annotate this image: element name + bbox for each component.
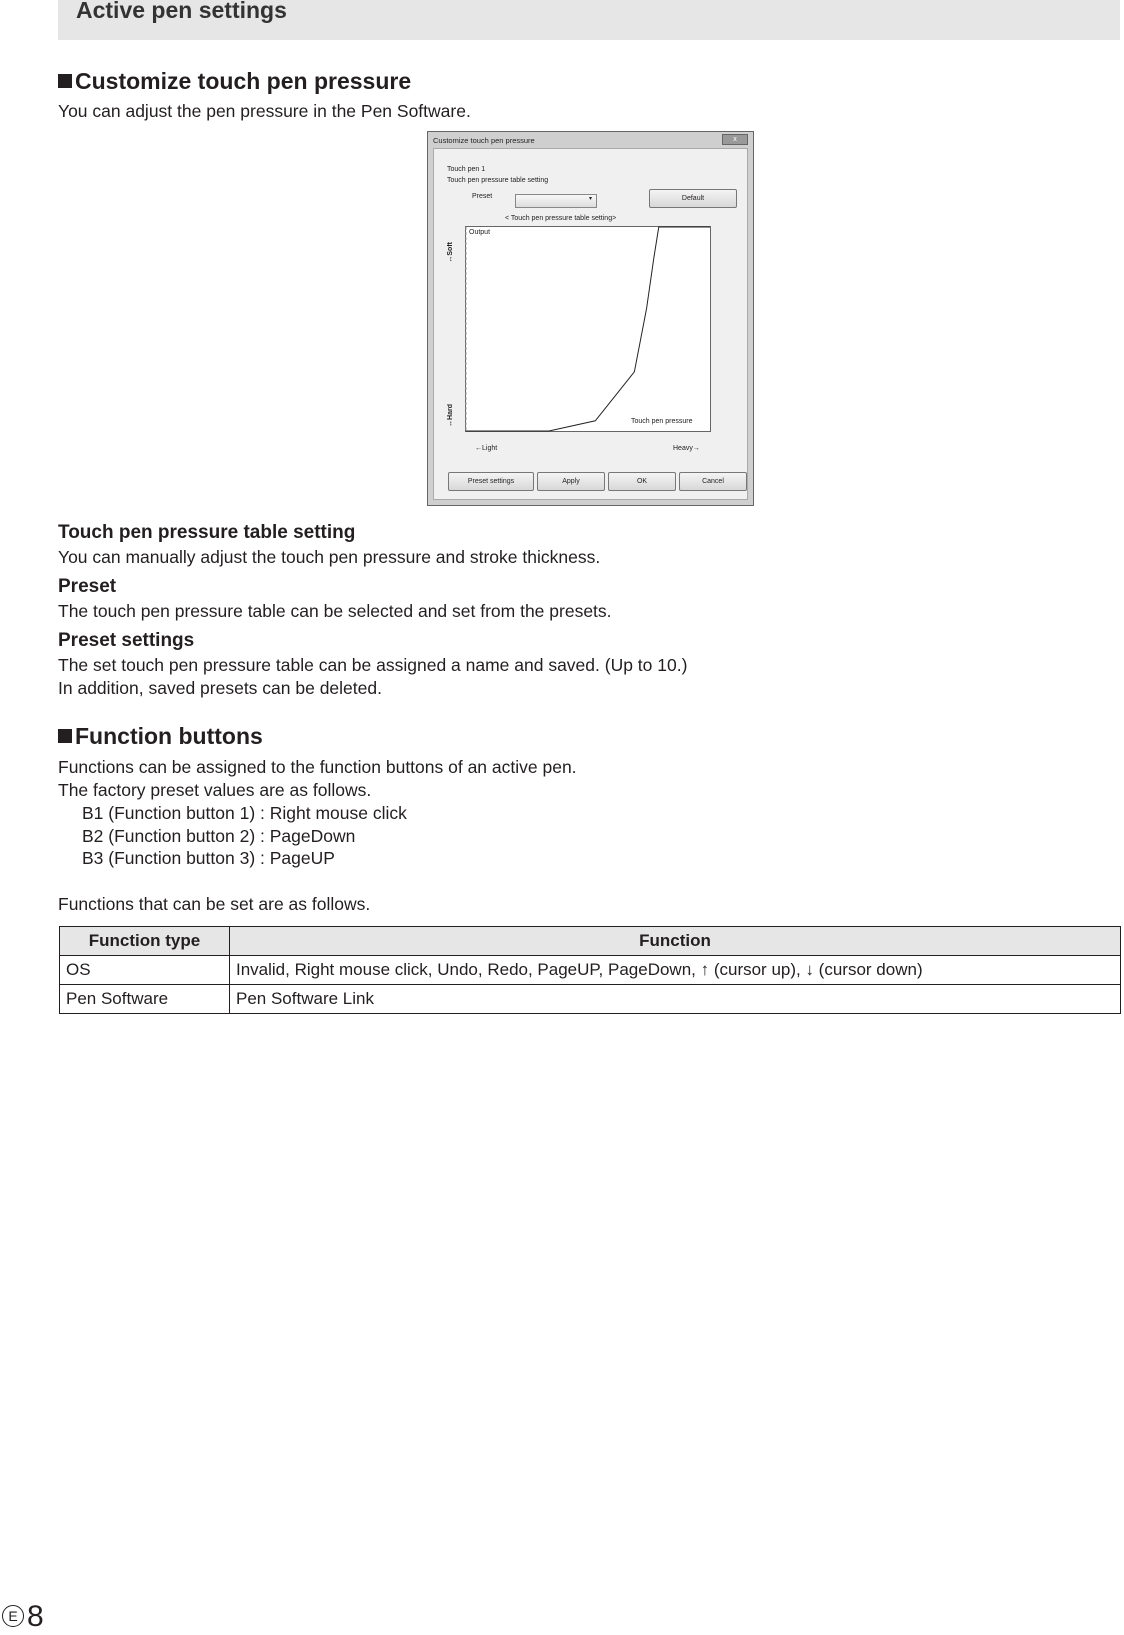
output-label: Output: [469, 229, 491, 236]
ok-button[interactable]: OK: [608, 472, 676, 491]
table-cell: Pen Software Link: [230, 985, 1121, 1014]
heading-function-buttons: [58, 723, 263, 750]
desc-text: The touch pen pressure table can be selected and set from the presets.: [58, 601, 612, 621]
column-header: Function type: [60, 927, 230, 956]
preset-settings-button[interactable]: Preset settings: [448, 472, 534, 491]
pen-label: Touch pen 1: [447, 166, 486, 173]
intro-text: You can adjust the pen pressure in the Pen Software.: [58, 101, 471, 121]
desc-text: In addition, saved presets can be deleted.: [58, 678, 382, 698]
default-button[interactable]: Default: [649, 189, 737, 208]
heading-text: Function buttons: [75, 723, 263, 749]
page-footer: [2, 1600, 44, 1634]
table-row: [60, 956, 1121, 985]
close-button[interactable]: x: [722, 134, 748, 145]
table-cell: Invalid, Right mouse click, Undo, Redo, PageUP, PageDown, ↑ (cursor up), ↓ (cursor down): [230, 956, 1121, 985]
cancel-button[interactable]: Cancel: [679, 472, 747, 491]
function-table: [59, 926, 1121, 1014]
desc-text: The set touch pen pressure table can be assigned a name and saved. (Up to 10.): [58, 655, 688, 675]
preset-label: Preset: [472, 193, 493, 200]
chevron-down-icon: ▾: [588, 196, 592, 202]
default-item: B2 (Function button 2) : PageDown: [82, 826, 356, 846]
desc-title: Preset: [58, 576, 117, 597]
apply-button[interactable]: Apply: [537, 472, 605, 491]
column-header: Function: [230, 927, 1121, 956]
desc-title: Touch pen pressure table setting: [58, 522, 356, 543]
light-label: ←Light: [475, 445, 498, 452]
default-item: B1 (Function button 1) : Right mouse click: [82, 803, 407, 823]
table-row: [60, 985, 1121, 1014]
preset-dropdown[interactable]: [515, 194, 597, 208]
body-text: The factory preset values are as follows.: [58, 780, 372, 800]
default-item: B3 (Function button 3) : PageUP: [82, 848, 335, 868]
table-cell: OS: [60, 956, 230, 985]
pressure-graph[interactable]: [465, 226, 711, 432]
square-bullet-icon: [58, 729, 72, 743]
language-badge: E: [2, 1605, 24, 1627]
page-number: 8: [27, 1600, 44, 1633]
group-label: Touch pen pressure table setting: [447, 177, 549, 184]
body-text: Functions that can be set are as follows.: [58, 894, 371, 914]
graph-title: < Touch pen pressure table setting>: [505, 215, 617, 222]
table-header-row: [60, 927, 1121, 956]
soft-label: ↔Soft: [447, 242, 454, 263]
hard-label: ↔Hard: [447, 404, 454, 427]
body-text: Functions can be assigned to the function buttons of an active pen.: [58, 757, 577, 777]
heavy-label: Heavy→: [673, 445, 700, 452]
heading-customize: [58, 68, 411, 95]
x-axis-label: Touch pen pressure: [631, 418, 693, 425]
desc-title: Preset settings: [58, 630, 195, 651]
section-header: [58, 0, 1120, 40]
table-cell: Pen Software: [60, 985, 230, 1014]
dialog-title: Customize touch pen pressure: [433, 136, 535, 145]
heading-text: Customize touch pen pressure: [75, 68, 412, 94]
section-title: Active pen settings: [76, 0, 287, 23]
square-bullet-icon: [58, 74, 72, 88]
customize-pressure-dialog: [427, 131, 754, 506]
desc-text: You can manually adjust the touch pen pressure and stroke thickness.: [58, 547, 601, 567]
